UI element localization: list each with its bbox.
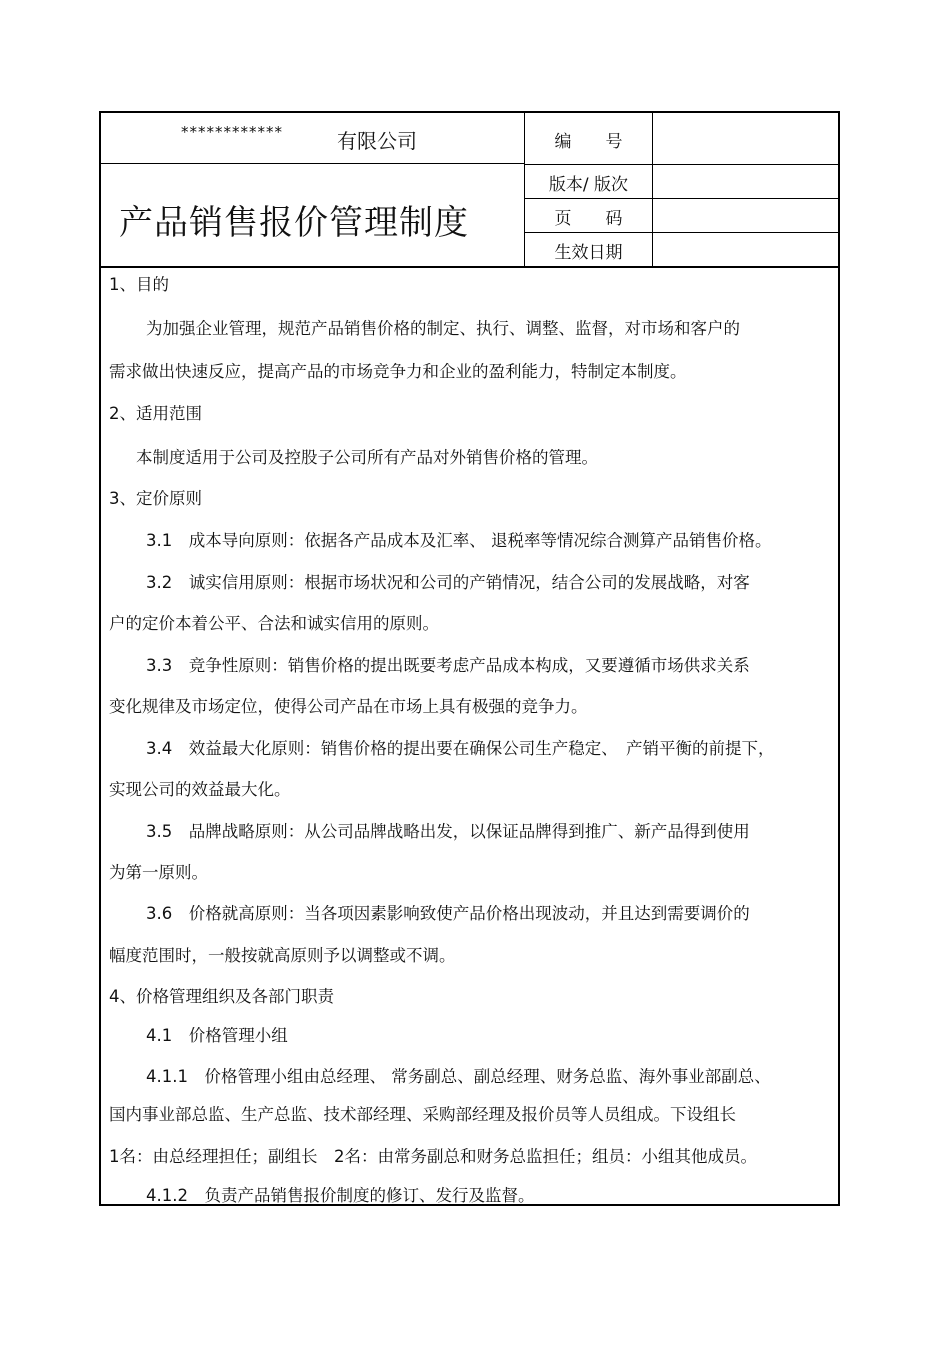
paragraph-line: 3.4 效益最大化原则：销售价格的提出要在确保公司生产稳定、 产销平衡的前提下， xyxy=(146,739,775,758)
page-label: 页 码 xyxy=(554,209,623,229)
paragraph-line: 1名：由总经理担任；副组长 2名：由常务副总和财务总监担任；组员：小组其他成员。 xyxy=(109,1147,757,1166)
divider xyxy=(524,232,840,233)
doc-number-label: 编 号 xyxy=(554,132,623,152)
divider xyxy=(101,266,838,268)
paragraph-line: 4.1.1 价格管理小组由总经理、 常务副总、副总经理、财务总监、海外事业部副总、 xyxy=(146,1067,771,1086)
company-name-placeholder: ************ xyxy=(181,123,283,141)
paragraph-line: 为第一原则。 xyxy=(109,863,208,882)
section-heading: 4、价格管理组织及各部门职责 xyxy=(109,987,334,1006)
paragraph-line: 3.5 品牌战略原则：从公司品牌战略出发，以保证品牌得到推广、新产品得到使用 xyxy=(146,822,750,841)
section-heading: 1、目的 xyxy=(109,275,169,294)
section-heading: 2、适用范围 xyxy=(109,404,202,423)
divider xyxy=(652,113,653,266)
title-cell xyxy=(101,164,524,266)
effective-date-label: 生效日期 xyxy=(554,243,623,263)
paragraph-line: 3.3 竞争性原则：销售价格的提出既要考虑产品成本构成，又要遵循市场供求关系 xyxy=(146,656,750,675)
paragraph-line: 实现公司的效益最大化。 xyxy=(109,780,291,799)
paragraph-line: 户的定价本着公平、合法和诚实信用的原则。 xyxy=(109,614,439,633)
section-heading: 3、定价原则 xyxy=(109,489,202,508)
subsection-heading: 4.1 价格管理小组 xyxy=(146,1026,288,1045)
version-label: 版本/ 版次 xyxy=(548,175,629,195)
divider xyxy=(524,198,840,199)
paragraph-line: 变化规律及市场定位，使得公司产品在市场上具有极强的竞争力。 xyxy=(109,697,588,716)
divider xyxy=(524,164,840,165)
paragraph-line: 3.1 成本导向原则：依据各产品成本及汇率、 退税率等情况综合测算产品销售价格。 xyxy=(146,531,772,550)
company-name: 有限公司 xyxy=(337,129,417,153)
paragraph-line: 3.2 诚实信用原则：根据市场状况和公司的产销情况，结合公司的发展战略，对客 xyxy=(146,573,750,592)
company-header-cell xyxy=(101,113,524,164)
paragraph-line: 需求做出快速反应，提高产品的市场竞争力和企业的盈利能力，特制定本制度。 xyxy=(109,362,687,381)
document-title: 产品销售报价管理制度 xyxy=(119,203,469,243)
paragraph-line: 3.6 价格就高原则：当各项因素影响致使产品价格出现波动，并且达到需要调价的 xyxy=(146,904,750,923)
paragraph-line: 国内事业部总监、生产总监、技术部经理、采购部经理及报价员等人员组成。下设组长 xyxy=(109,1105,736,1124)
paragraph-line: 幅度范围时，一般按就高原则予以调整或不调。 xyxy=(109,946,456,965)
document-form xyxy=(99,111,840,1206)
paragraph-line: 本制度适用于公司及控股子公司所有产品对外销售价格的管理。 xyxy=(136,448,598,467)
paragraph-line: 为加强企业管理，规范产品销售价格的制定、执行、调整、监督，对市场和客户的 xyxy=(146,319,740,338)
paragraph-line: 4.1.2 负责产品销售报价制度的修订、发行及监督。 xyxy=(146,1186,535,1205)
